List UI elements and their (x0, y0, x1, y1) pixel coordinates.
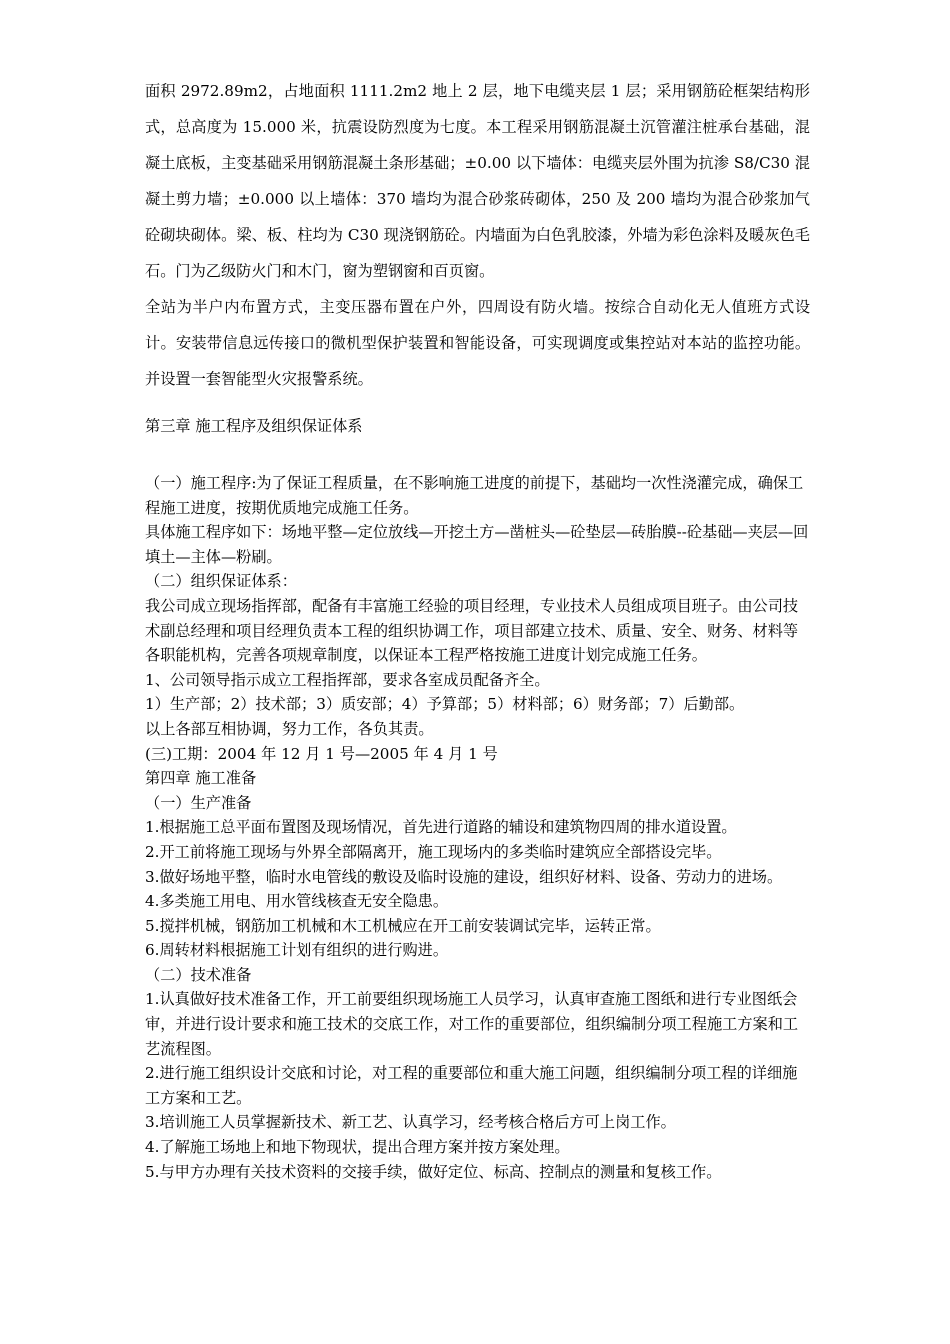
paragraph-construction-procedure: （一）施工程序:为了保证工程质量，在不影响施工进度的前提下，基础均一次性浇灌完成，确保工程施工进度，按期优质地完成施工任务。 (145, 474, 804, 517)
list-item-headquarters: 1、公司领导指示成立工程指挥部，要求各室成员配备齐全。 (145, 670, 550, 689)
subheading-organization-system: （二）组织保证体系： (145, 572, 297, 591)
list-item-production-4: 4.多类施工用电、用水管线核查无安全隐患。 (145, 892, 449, 911)
subheading-production-preparation: （一）生产准备 (145, 793, 252, 812)
list-item-production-3: 3.做好场地平整，临时水电管线的敷设及临时设施的建设，组织好材料、设备、劳动力的进场。 (145, 867, 783, 886)
chapter-4-heading: 第四章 施工准备 (145, 769, 257, 788)
paragraph-coordination: 以上各部互相协调，努力工作，各负其责。 (145, 719, 434, 738)
list-item-technical-4: 4.了解施工场地上和地下物现状，提出合理方案并按方案处理。 (145, 1138, 570, 1157)
paragraph-project-team: 我公司成立现场指挥部，配备有丰富施工经验的项目经理，专业技术人员组成项目班子。由公司技术副总经理和项目经理负责本工程的组织协调工作，项目部建立技术、质量、安全、财务、材料等各职能机构，完善各项规章制度，以保证本工程严格按施工进度计划完成施工任务。 (145, 596, 799, 665)
list-item-production-5: 5.搅拌机械，钢筋加工机械和木工机械应在开工前安装调试完毕，运转正常。 (145, 916, 661, 935)
paragraph-procedure-steps: 具体施工程序如下：场地平整—定位放线—开挖土方—凿桩头—砼垫层—砖胎膜--砼基础—夹层—回填土—主体—粉刷。 (145, 523, 809, 566)
paragraph-building-structure: 面积 2972.89m2，占地面积 1111.2m2 地上 2 层，地下电缆夹层 1 层；采用钢筋砼框架结构形式，总高度为 15.000 米，抗震设防烈度为七度。本工程采用钢筋混凝土沉管灌注桩承台基础，混凝土底板，主变基础采用钢筋混凝土条形基础；±0.00 以下墙体：电缆夹层外围为抗渗 S8/C30 混凝土剪力墙；±0.000 以上墙体：370 墙均为混合砂浆砖砌体，250 及 200 墙均为混合砂浆加气砼砌块砌体。梁、板、柱均为 C30 现浇钢筋砼。内墙面为白色乳胶漆，外墙为彩色涂料及暖灰色毛石。门为乙级防火门和木门，窗为塑钢窗和百页窗。 (145, 82, 810, 280)
list-item-technical-2: 2.进行施工组织设计交底和讨论，对工程的重要部位和重大施工问题，组织编制分项工程的详细施工方案和工艺。 (145, 1064, 798, 1107)
list-item-technical-1: 1.认真做好技术准备工作，开工前要组织现场施工人员学习，认真审查施工图纸和进行专业图纸会审，并进行设计要求和施工技术的交底工作，对工作的重要部位，组织编制分项工程施工方案和工艺流程图。 (145, 990, 799, 1058)
list-item-technical-3: 3.培训施工人员掌握新技术、新工艺、认真学习，经考核合格后方可上岗工作。 (145, 1113, 676, 1132)
list-item-production-2: 2.开工前将施工现场与外界全部隔离开，施工现场内的多类临时建筑应全部搭设完毕。 (145, 842, 722, 861)
list-item-production-1: 1.根据施工总平面布置图及现场情况，首先进行道路的辅设和建筑物四周的排水道设置。 (145, 818, 737, 837)
chapter-3-heading: 第三章 施工程序及组织保证体系 (145, 417, 363, 435)
paragraph-schedule: (三)工期：2004 年 12 月 1 号—2005 年 4 月 1 号 (145, 744, 498, 763)
subheading-technical-preparation: （二）技术准备 (145, 965, 252, 984)
list-item-departments: 1）生产部；2）技术部；3）质安部；4）予算部；5）材料部；6）财务部；7）后勤部。 (145, 695, 745, 714)
list-item-production-6: 6.周转材料根据施工计划有组织的进行购进。 (145, 941, 449, 960)
body-text-block (145, 471, 810, 1184)
list-item-technical-5: 5.与甲方办理有关技术资料的交接手续，做好定位、标高、控制点的测量和复核工作。 (145, 1162, 722, 1181)
paragraph-substation-layout: 全站为半户内布置方式，主变压器布置在户外，四周设有防火墙。按综合自动化无人值班方式设计。安装带信息远传接口的微机型保护装置和智能设备，可实现调度或集控站对本站的监控功能。并设置一套智能型火灾报警系统。 (145, 298, 810, 388)
project-overview-section (145, 73, 810, 397)
